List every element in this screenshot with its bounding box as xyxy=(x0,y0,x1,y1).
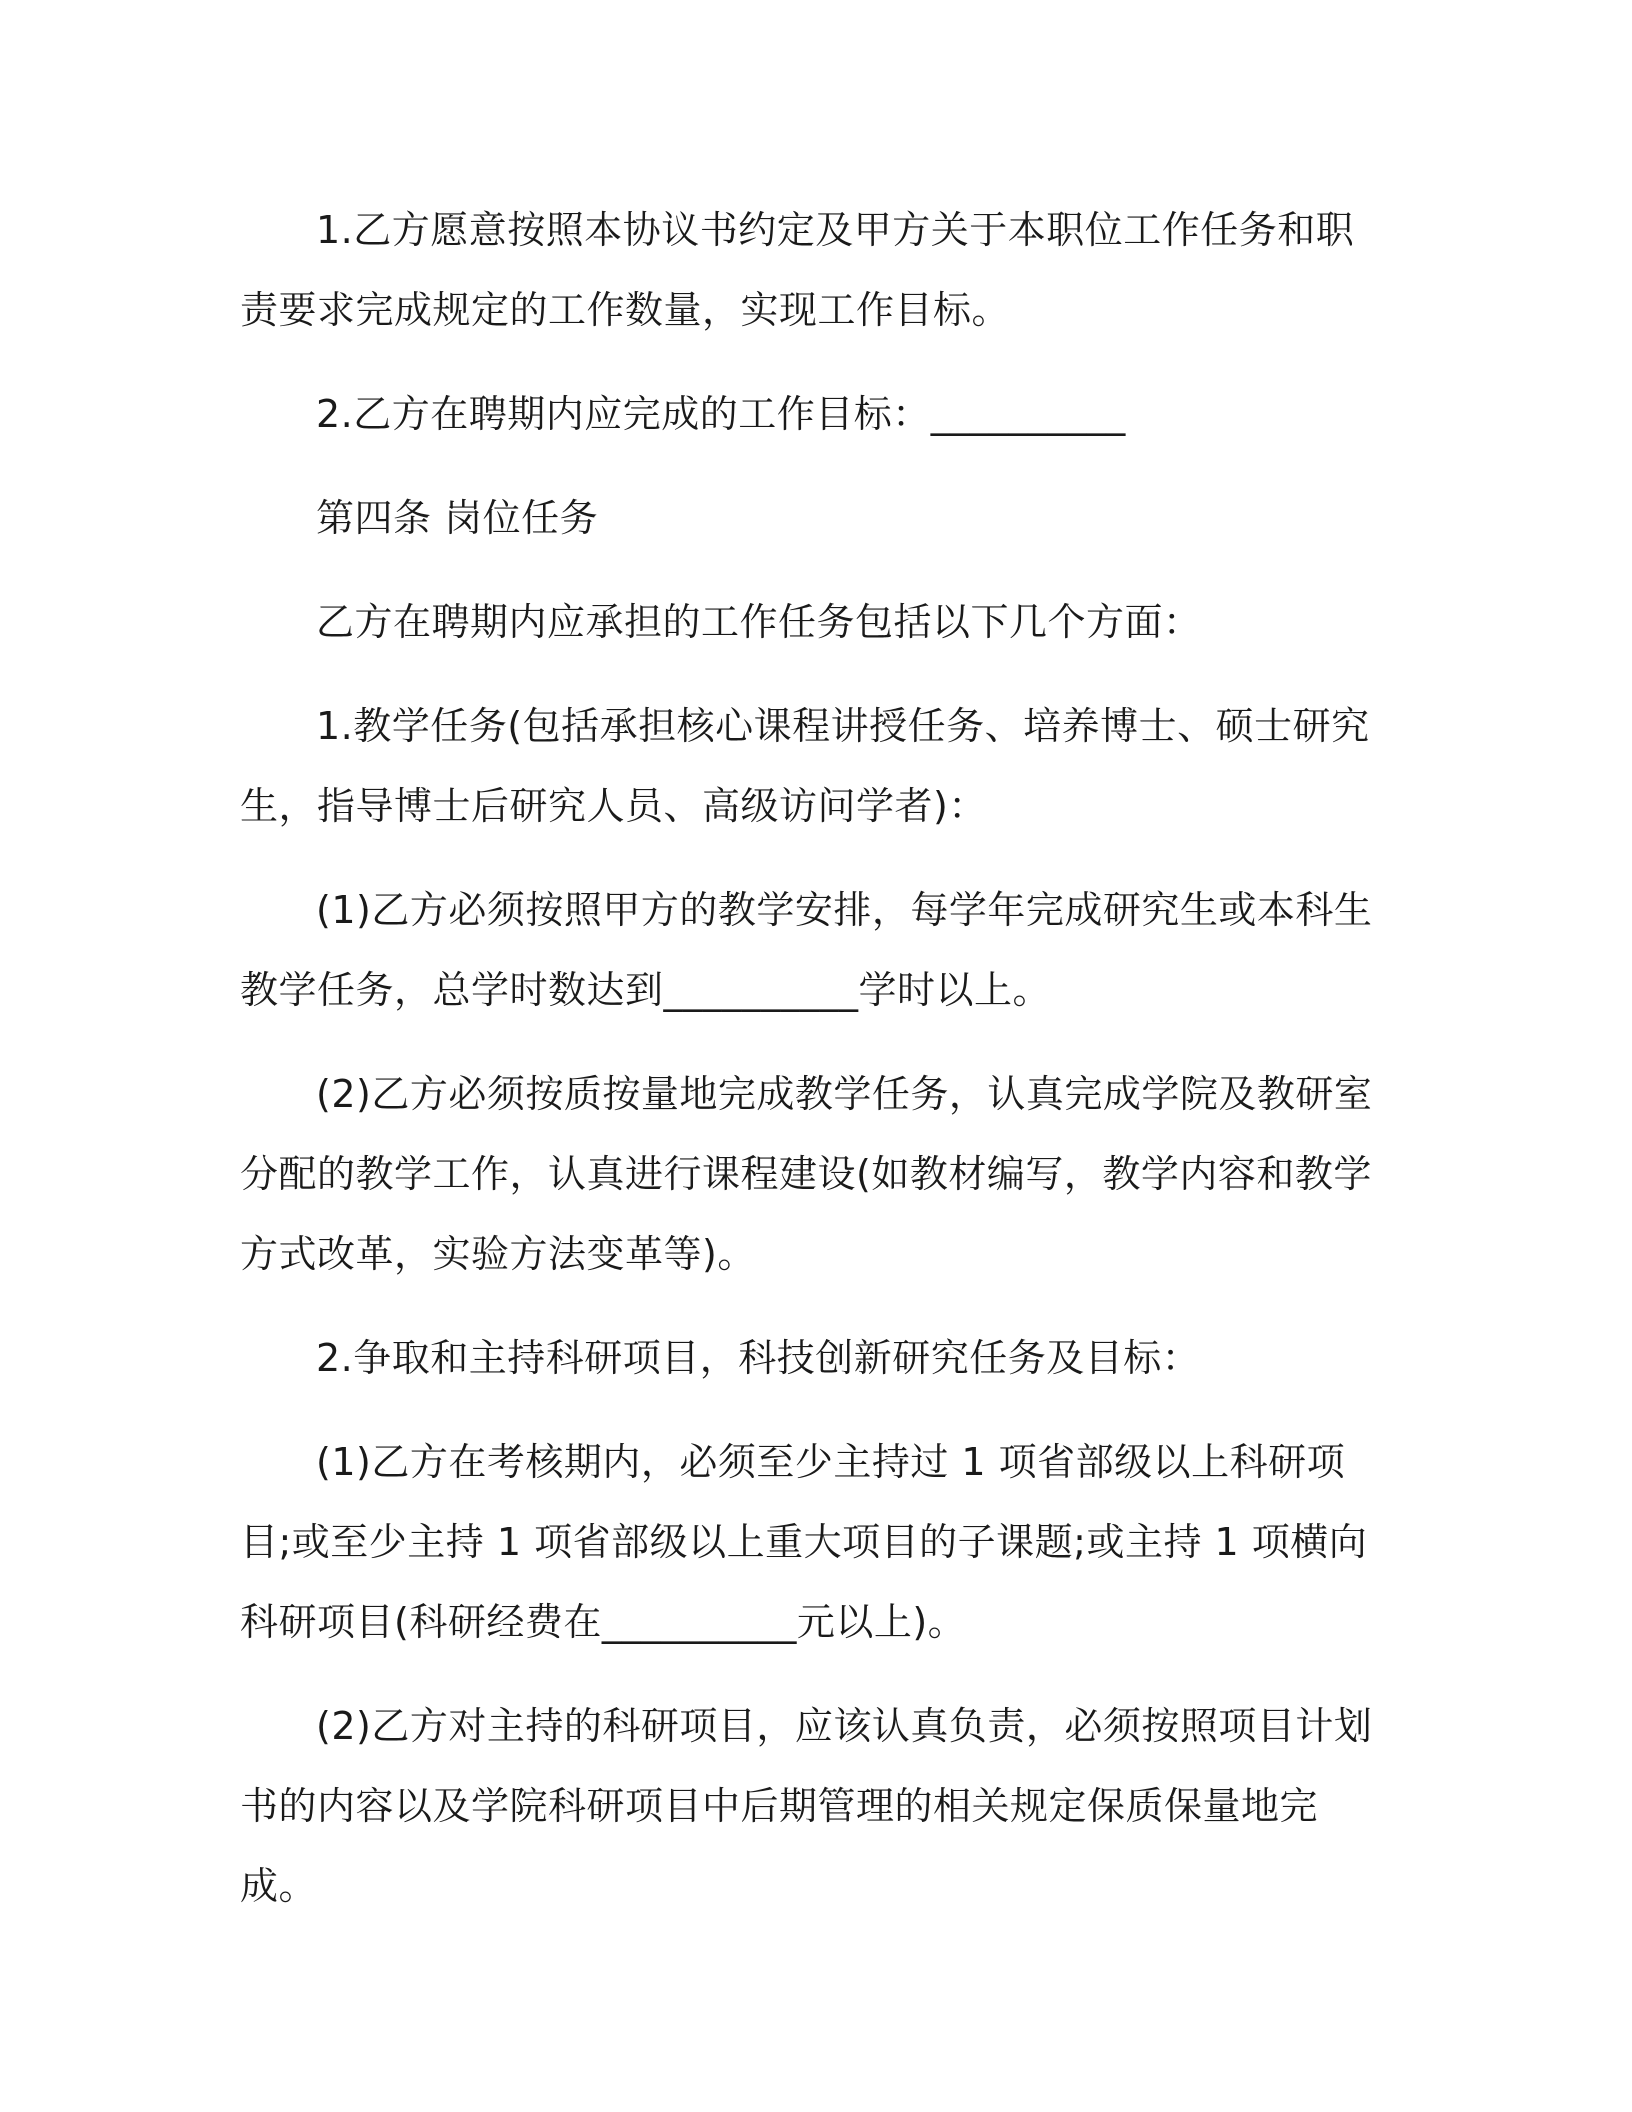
paragraph-research-task: 2.争取和主持科研项目，科技创新研究任务及目标： xyxy=(316,1336,1201,1380)
section-heading-article-four: 第四条 岗位任务 xyxy=(316,496,599,540)
paragraph-work-goal-commitment: 1.乙方愿意按照本协议书约定及甲方关于本职位工作任务和职责要求完成规定的工作数量，实现工作目标。 xyxy=(240,208,1355,332)
paragraph-research-responsibility: (2)乙方对主持的科研项目，应该认真负责，必须按照项目计划书的内容以及学院科研项目中后期管理的相关规定保质保量地完成。 xyxy=(240,1704,1373,1908)
paragraph-work-goal-blank: 2.乙方在聘期内应完成的工作目标：__________ xyxy=(316,392,1126,436)
document-body xyxy=(240,190,1390,1926)
paragraph-task-intro: 乙方在聘期内应承担的工作任务包括以下几个方面： xyxy=(316,600,1202,644)
paragraph-teaching-hours: (1)乙方必须按照甲方的教学安排，每学年完成研究生或本科生教学任务，总学时数达到__________学时以上。 xyxy=(240,888,1373,1012)
paragraph-teaching-quality: (2)乙方必须按质按量地完成教学任务，认真完成学院及教研室分配的教学工作，认真进行课程建设(如教材编写，教学内容和教学方式改革，实验方法变革等)。 xyxy=(240,1072,1373,1276)
paragraph-research-projects: (1)乙方在考核期内，必须至少主持过 1 项省部级以上科研项目;或至少主持 1 项省部级以上重大项目的子课题;或主持 1 项横向科研项目(科研经费在__________元以上)。 xyxy=(240,1440,1368,1644)
paragraph-teaching-task: 1.教学任务(包括承担核心课程讲授任务、培养博士、硕士研究生，指导博士后研究人员、高级访问学者)： xyxy=(240,704,1370,828)
